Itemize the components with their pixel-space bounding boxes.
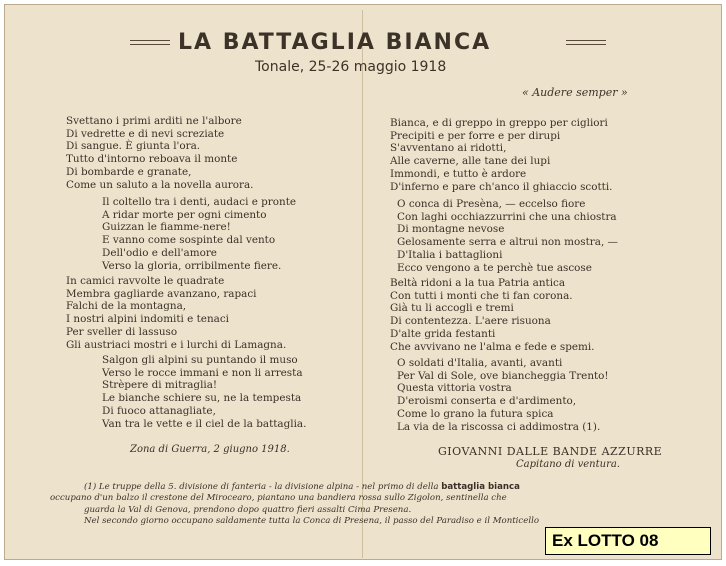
poem-line: Svettano i primi arditi ne l'albore xyxy=(66,115,242,127)
poem-line: Di montagne nevose xyxy=(397,223,505,236)
poem-line: Immondi, e tutto è ardore xyxy=(390,167,527,180)
poem-line: D'inferno e pare ch'anco il ghiaccio scotti. xyxy=(390,180,613,193)
title-rule-right-top xyxy=(566,40,606,41)
poem-line: Tutto d'intorno reboava il monte xyxy=(66,153,238,166)
poem-line: Precipiti e per forre e per dirupi xyxy=(390,129,561,142)
poem-line: D'eroismi conserta e d'ardimento, xyxy=(397,395,577,408)
poem-line: Di fuoco attanagliate, xyxy=(102,404,216,417)
stanza-left-2 xyxy=(102,196,296,272)
poem-line: Come lo grano la futura spica xyxy=(397,407,554,420)
poem-line: Già tu li accogli e tremi xyxy=(390,302,514,315)
place-date: Zona di Guerra, 2 giugno 1918. xyxy=(130,444,290,455)
poem-line: Gli austriaci mostri e i lurchi di Lamagna. xyxy=(66,338,287,351)
poem-line: D'alte grida festanti xyxy=(390,327,496,340)
poem-line: A ridar morte per ogni cimento xyxy=(102,208,267,221)
poem-line: Salgon gli alpini su puntando il muso xyxy=(102,354,298,366)
poem-line: Per sveller di lassuso xyxy=(66,325,178,338)
poem-line: Guizzan le fiamme-nere! xyxy=(102,221,231,234)
poem-line: Falchi de la montagna, xyxy=(66,300,187,313)
poem-line: D'Italia i battaglioni xyxy=(397,248,503,261)
footnote-line: guarda la Val di Genova, prendono dopo quattro fieri assalti Cima Presena. xyxy=(84,504,412,515)
stanza-right-3 xyxy=(390,277,594,353)
stanza-left-1 xyxy=(66,115,253,191)
lot-label: Ex LOTTO 08 xyxy=(545,527,711,555)
poem-line: Membra gagliarde avanzano, rapaci xyxy=(66,287,257,300)
poem-line: O conca di Presèna, — eccelso fiore xyxy=(397,198,586,210)
poem-line: Di contentezza. L'aere risuona xyxy=(390,315,551,328)
stanza-left-4 xyxy=(102,354,306,430)
poem-line: La via de la riscossa ci addimostra (1). xyxy=(397,420,601,433)
stanza-right-4 xyxy=(397,357,609,433)
footnote-emphasis: battaglia bianca xyxy=(441,482,520,492)
poem-line: E vanno come sospinte dal vento xyxy=(102,234,276,247)
title-rule-left-top xyxy=(130,40,170,41)
stanza-right-2 xyxy=(397,198,618,274)
poem-line: Le bianche schiere su, ne la tempesta xyxy=(102,392,302,405)
poem-line: Con laghi occhiazzurrini che una chiostra xyxy=(397,210,617,223)
author-name: GIOVANNI DALLE BANDE AZZURRE xyxy=(438,445,663,458)
poem-subtitle: Tonale, 25-26 maggio 1918 xyxy=(255,59,447,75)
poem-line: Verso la gloria, orribilmente fiere. xyxy=(102,259,282,272)
poem-line: I nostri alpini indomiti e tenaci xyxy=(66,313,229,326)
footnote-line: Nel secondo giorno occupano saldamente tutta la Conca di Presena, il passo del Paradiso e il Monticello xyxy=(84,516,539,527)
stanza-right-1 xyxy=(390,117,612,193)
center-fold xyxy=(362,10,363,558)
footnote-text: (1) Le truppe della 5. divisione di fanteria - la divisione alpina - nel primo di della xyxy=(84,482,442,492)
poem-line: Strèpere di mitraglia! xyxy=(102,379,218,392)
poem-line: S'avventano ai ridotti, xyxy=(390,142,507,155)
poem-line: Alle caverne, alle tane dei lupi xyxy=(390,155,551,168)
poem-line: Beltà ridoni a la tua Patria antica xyxy=(390,277,566,289)
poem-line: Bianca, e di greppo in greppo per cigliori xyxy=(390,117,608,129)
title-rule-left-bottom xyxy=(130,44,170,45)
poem-line: Verso le rocce immani e non li arresta xyxy=(102,366,303,379)
footnote-line: occupano d'un balzo il crestone del Mirocearo, piantano una bandiera rossa sullo Zigolon, sentinella che xyxy=(50,493,507,504)
poem-line: Con tutti i monti che ti fan corona. xyxy=(390,289,573,302)
poem-line: Per Val di Sole, ove biancheggia Trento! xyxy=(397,369,609,382)
poem-line: Di sangue. È giunta l'ora. xyxy=(66,140,201,153)
poem-title: LA BATTAGLIA BIANCA xyxy=(178,30,492,55)
poem-line: Questa vittoria vostra xyxy=(397,382,512,395)
poem-line: Dell'odio e dell'amore xyxy=(102,246,217,259)
poem-line: Gelosamente serra e altrui non mostra, — xyxy=(397,236,618,249)
footnote xyxy=(50,482,539,528)
author-role: Capitano di ventura. xyxy=(516,459,620,470)
poem-line: Il coltello tra i denti, audaci e pronte xyxy=(102,196,297,208)
poem-line: Ecco vengono a te perchè tue ascose xyxy=(397,261,592,274)
stanza-left-3 xyxy=(66,275,286,351)
poem-line: Van tra le vette e il ciel de la battaglia. xyxy=(102,417,307,430)
footnote-line xyxy=(50,482,539,493)
poem-line: Di bombarde e granate, xyxy=(66,165,192,178)
poem-line: O soldati d'Italia, avanti, avanti xyxy=(397,357,563,369)
motto: « Audere semper » xyxy=(522,86,628,99)
poem-line: In camici ravvolte le quadrate xyxy=(66,275,225,287)
poem-line: Come un saluto a la novella aurora. xyxy=(66,178,254,191)
poem-line: Di vedrette e di nevi screziate xyxy=(66,127,225,140)
title-rule-right-bottom xyxy=(566,44,606,45)
poem-line: Che avvivano ne l'alma e fede e spemi. xyxy=(390,340,595,353)
